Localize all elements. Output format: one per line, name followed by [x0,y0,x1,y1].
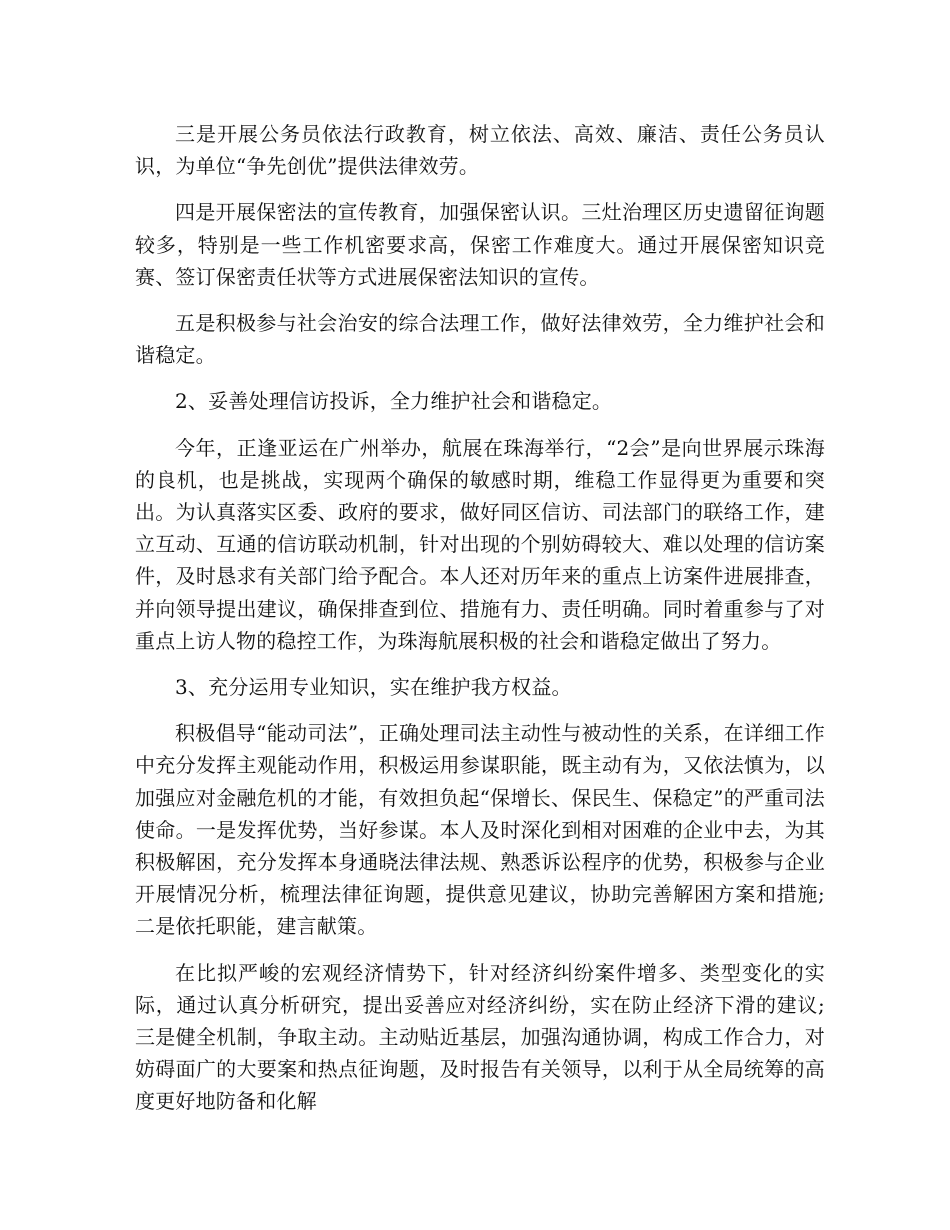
paragraph-public-security: 五是积极参与社会治安的综合法理工作，做好法律效劳，全力维护社会和谐稳定。 [135,311,825,368]
paragraph-active-justice: 积极倡导“能动司法”，正确处理司法主动性与被动性的关系，在详细工作中充分发挥主观能动作用，积极运用参谋职能，既主动有为，又依法慎为，以加强应对金融危机的才能，有效担负起“保增长、保民生、保稳定”的严重司法使命。一是发挥优势，当好参谋。本人及时深化到相对困难的企业中去，为其积极解困，充分发挥本身通晓法律法规、熟悉诉讼程序的优势，积极参与企业开展情况分析，梳理法律征询题，提供意见建议，协助完善解困方案和措施;二是依托职能，建言献策。 [135,721,825,939]
paragraph-economic-situation: 在比拟严峻的宏观经济情势下，针对经济纠纷案件增多、类型变化的实际，通过认真分析研究，提出妥善应对经济纠纷，实在防止经济下滑的建议;三是健全机制，争取主动。主动贴近基层，加强沟通协调，构成工作合力，对妨碍面广的大要案和热点征询题，及时报告有关领导，以利于从全局统筹的高度更好地防备和化解 [135,960,825,1114]
paragraph-petition-details: 今年，正逢亚运在广州举办，航展在珠海举行，“2会”是向世界展示珠海的良机，也是挑战，实现两个确保的敏感时期，维稳工作显得更为重要和突出。为认真落实区委、政府的要求，做好同区信访、司法部门的联络工作，建立互动、互通的信访联动机制，针对出现的个别妨碍较大、难以处理的信访案件，及时恳求有关部门给予配合。本人还对历年来的重点上访案件进展排查，并向领导提出建议，确保排查到位、措施有力、责任明确。同时着重参与了对重点上访人物的稳控工作，为珠海航展积极的社会和谐稳定做出了努力。 [135,435,825,653]
document-body [135,118,825,1118]
paragraph-civil-servant-education: 三是开展公务员依法行政教育，树立依法、高效、廉洁、责任公务员认识，为单位“争先创优”提供法律效劳。 [135,122,825,179]
heading-professional-knowledge: 3、充分运用专业知识，实在维护我方权益。 [175,675,572,700]
heading-petition-handling: 2、妥善处理信访投诉，全力维护社会和谐稳定。 [175,389,613,414]
paragraph-confidentiality-education: 四是开展保密法的宣传教育，加强保密认识。三灶治理区历史遗留征询题较多，特别是一些工作机密要求高，保密工作难度大。通过开展保密知识竞赛、签订保密责任状等方式进展保密法知识的宣传。 [135,200,825,289]
